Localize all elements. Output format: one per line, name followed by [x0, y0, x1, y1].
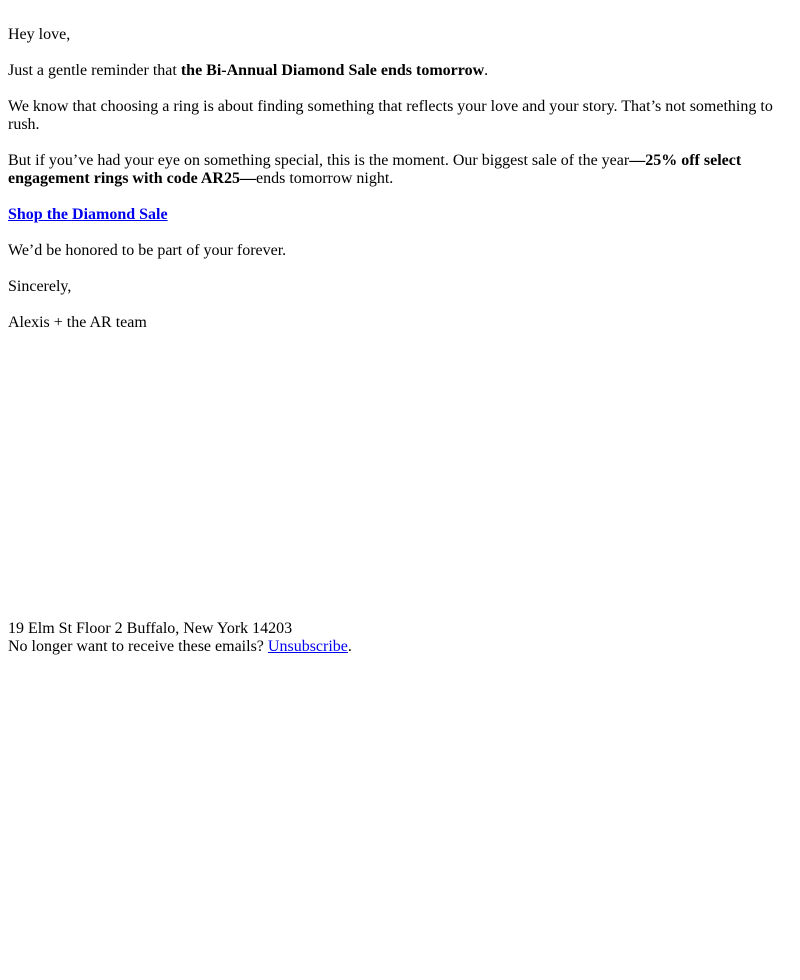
offer-prefix: But if you’ve had your eye on something special, this is the moment. Our biggest sale of the year — [8, 152, 630, 169]
unsubscribe-link[interactable]: Unsubscribe — [267, 638, 348, 655]
reminder-suffix: . — [484, 62, 489, 79]
email-body — [8, 26, 792, 350]
offer-bold: —25% off select engagement rings with code AR25— — [8, 152, 742, 187]
offer-paragraph — [8, 152, 792, 188]
closing-line: We’d be honored to be part of your forever. — [8, 242, 287, 259]
reminder-paragraph — [8, 62, 792, 80]
offer-suffix: ends tomorrow night. — [255, 170, 394, 187]
greeting: Hey love, — [8, 26, 71, 43]
shop-diamond-sale-link[interactable] — [8, 206, 168, 223]
reminder-bold: the Bi-Annual Diamond Sale ends tomorrow — [180, 62, 485, 79]
signature: Alexis + the AR team — [8, 314, 147, 331]
footer-address: 19 Elm St Floor 2 Buffalo, New York 14203 — [8, 620, 293, 637]
signoff: Sincerely, — [8, 278, 72, 295]
unsubscribe-line — [8, 638, 792, 656]
unsubscribe-prefix: No longer want to receive these emails? — [8, 638, 268, 655]
cta-label: Shop the Diamond Sale — [8, 206, 168, 223]
reminder-prefix: Just a gentle reminder that — [8, 62, 181, 79]
unsubscribe-suffix: . — [347, 638, 352, 655]
cta-paragraph — [8, 206, 792, 224]
email-footer — [8, 620, 792, 656]
story-paragraph: We know that choosing a ring is about finding something that reflects your love and your story. That’s not something to rush. — [8, 98, 773, 133]
